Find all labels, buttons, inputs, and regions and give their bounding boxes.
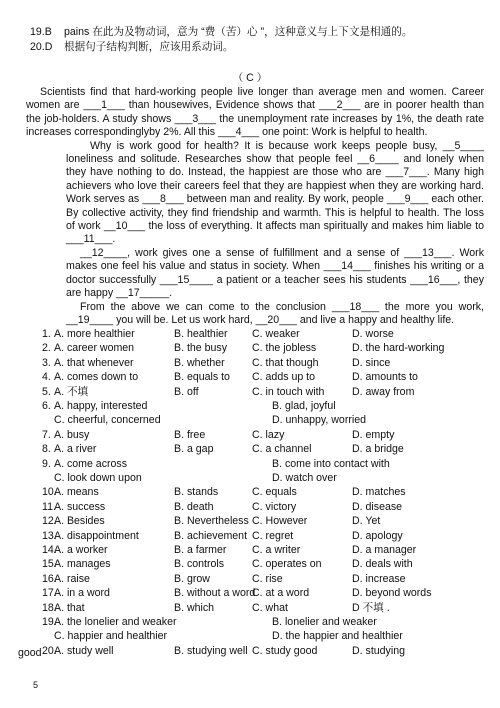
option-a: A. busy: [54, 428, 90, 441]
option-b: B. stands: [174, 486, 219, 499]
option-d: D. Yet: [352, 515, 381, 528]
option-row: [42, 530, 492, 543]
option-row: [42, 645, 492, 658]
passage-paragraph-3: __12____, work gives one a sense of fulfillment and a sense of ___13___. Work makes one feel his value and status in society. When ___14___ finishes his writing or a doctor successfully ___15____ a patient or a teacher sees his students ___16___, they are happy __17_____.: [66, 246, 484, 300]
option-c: C. that though: [252, 356, 319, 369]
question-number: 19.: [42, 616, 57, 628]
option-row: [42, 357, 492, 370]
option-row: [42, 501, 492, 514]
option-c: C. study good: [252, 644, 318, 657]
passage-paragraph-2: Why is work good for health? It is because work keeps people busy, __5____ loneliness and solitude. Researches show that people feel __6____ and lonely when they have nothing to do. Instead, the happiest are those who are ___7___. Many high achievers who love their careers feel that they are happiest when they are working hard. Work serves as ___8___ between man and reality. By work, people ___9___ each other. By collective activity, they find friendship and warmth. This is helpful to health. The loss of work __10___ the loss of everything. It affects man spiritually and makes him liable to ___11___.: [66, 139, 484, 246]
page-number: 5: [33, 680, 39, 690]
option-c: C. a writer: [252, 544, 301, 556]
option-20-wrap: good: [18, 647, 42, 659]
option-c: C. equals: [252, 486, 297, 499]
option-a: A. that: [54, 601, 85, 614]
question-number: 12.: [42, 515, 57, 528]
option-c: C. what: [252, 601, 288, 614]
option-c: B. come into contact with: [272, 457, 390, 470]
option-d: D. deals with: [352, 558, 413, 571]
question-number: 17.: [42, 587, 57, 600]
option-d: D. studying: [352, 644, 405, 657]
question-number: 16.: [42, 572, 57, 585]
option-c: B. lonelier and weaker: [272, 616, 377, 628]
option-row: [42, 472, 492, 485]
option-c: C. regret: [252, 529, 294, 542]
question-number: 13.: [42, 529, 57, 542]
option-d: D. increase: [352, 572, 406, 585]
option-c: C. at a word: [252, 587, 310, 600]
cloze-passage: [26, 86, 484, 327]
question-number: 3.: [42, 356, 51, 369]
answer-number: 19.B: [30, 26, 52, 38]
option-b: B. death: [174, 500, 214, 513]
option-b: B. studying well: [174, 644, 248, 657]
option-b: B. free: [174, 428, 206, 441]
option-row: [42, 558, 492, 571]
option-d: D. matches: [352, 486, 406, 499]
option-row: [42, 328, 492, 341]
option-c: D. watch over: [272, 472, 337, 484]
option-b: B. achievement: [174, 529, 248, 542]
question-number: 8.: [42, 443, 51, 456]
option-a: A. in a word: [54, 587, 110, 600]
option-d: D. apology: [352, 529, 403, 542]
option-row: [42, 515, 492, 528]
option-row: [42, 573, 492, 586]
option-row: [42, 544, 492, 557]
option-d: D. empty: [352, 428, 395, 441]
option-d: D. since: [352, 356, 391, 369]
option-d: D. amounts to: [352, 371, 418, 384]
answer-explanation-20: [30, 41, 490, 54]
option-a: A. career women: [54, 342, 135, 355]
option-c: C. in touch with: [252, 385, 325, 398]
option-row: [42, 458, 492, 471]
question-number: 11.: [42, 500, 56, 513]
option-a: A. raise: [54, 572, 90, 585]
option-a: C. look down upon: [54, 472, 142, 484]
option-a: A. 不填: [54, 385, 89, 398]
option-row: [42, 371, 492, 384]
question-number: 4.: [42, 371, 51, 384]
option-d: D. the hard-working: [352, 342, 445, 355]
option-c: C. rise: [252, 572, 283, 585]
option-a: A. means: [54, 486, 99, 499]
option-b: B. without a word: [174, 587, 256, 600]
option-b: B. which: [174, 601, 215, 614]
option-c: C. operates on: [252, 558, 322, 571]
option-a: C. cheerful, concerned: [54, 414, 161, 427]
option-a: A. more healthier: [54, 328, 135, 340]
option-a: A. study well: [54, 644, 114, 657]
answer-number: 20.D: [30, 41, 53, 53]
option-a: A. comes down to: [54, 371, 139, 384]
question-number: 14.: [42, 544, 57, 556]
option-a: A. come across: [54, 457, 128, 470]
option-row: [42, 386, 492, 399]
option-d: D. beyond words: [352, 587, 432, 600]
answer-explanation-19: [30, 26, 490, 39]
option-d: D 不填 .: [352, 601, 390, 614]
option-a: A. manages: [54, 558, 111, 571]
option-row: [42, 414, 492, 427]
option-c: C. the jobless: [252, 342, 317, 355]
question-number: 18.: [42, 601, 57, 614]
option-c: D. unhappy, worried: [272, 414, 367, 427]
question-number: 20.: [42, 644, 57, 657]
option-row: [42, 602, 492, 615]
option-row: [42, 400, 492, 413]
option-b: B. the busy: [174, 342, 227, 355]
option-row: [42, 616, 492, 629]
passage-paragraph-1: Scientists find that hard-working people live longer than average men and women. Career women are ___1___ than housewives, Evidence shows that ___2___ are in poorer health than the job-holders. A study shows ___3___ the unemployment rate increases by 1%, the death rate increases correspondinglyby 2%. All this ___4___ one point: Work is helpful to health.: [26, 86, 484, 139]
section-heading: （ C ）: [232, 72, 268, 84]
option-row: [42, 587, 492, 600]
option-d: D. a manager: [352, 544, 417, 556]
option-d: D. away from: [352, 385, 415, 398]
option-a: A. that whenever: [54, 356, 134, 369]
question-number: 1.: [42, 328, 51, 340]
option-a: A. the lonelier and weaker: [54, 616, 177, 628]
option-d: D. a bridge: [352, 443, 404, 456]
option-c: C. However: [252, 515, 308, 528]
option-b: B. off: [174, 385, 199, 398]
option-a: C. happier and healthier: [54, 630, 168, 643]
option-row: [42, 443, 492, 456]
option-b: B. equals to: [174, 371, 230, 384]
question-number: 2.: [42, 342, 51, 355]
option-b: B. a gap: [174, 443, 214, 456]
option-c: C. weaker: [252, 328, 300, 340]
option-b: B. whether: [174, 356, 225, 369]
option-row: [42, 342, 492, 355]
answer-text: pains 在此为及物动词，意为 “费（苦）心 ”，这种意义与上下文是相通的。: [64, 26, 413, 38]
option-b: B. Nevertheless: [174, 515, 249, 528]
option-b: B. healthier: [174, 328, 228, 340]
option-c: C. lazy: [252, 428, 285, 441]
question-number: 10.: [42, 486, 57, 499]
option-a: A. happy, interested: [54, 400, 148, 412]
option-c: B. glad, joyful: [272, 400, 336, 412]
option-c: C. victory: [252, 500, 297, 513]
question-number: 15.: [42, 558, 57, 571]
option-b: B. a farmer: [174, 544, 227, 556]
option-row: [42, 429, 492, 442]
option-b: B. grow: [174, 572, 210, 585]
option-b: B. controls: [174, 558, 225, 571]
question-number: 6.: [42, 400, 51, 412]
option-a: A. disappointment: [54, 529, 139, 542]
question-number: 9.: [42, 457, 51, 470]
option-d: D. disease: [352, 500, 403, 513]
question-number: 7.: [42, 428, 51, 441]
question-number: 5.: [42, 385, 51, 398]
option-a: A. a river: [54, 443, 97, 456]
option-a: A. success: [54, 500, 106, 513]
option-a: A. Besides: [54, 515, 105, 528]
option-c: C. a channel: [252, 443, 312, 456]
option-row: [42, 486, 492, 499]
option-c: C. adds up to: [252, 371, 316, 384]
option-d: D. worse: [352, 328, 394, 340]
passage-paragraph-4: From the above we can come to the conclusion ___18___ the more you work, __19____ you will be. Let us work hard, __20___ and live a happy and healthy life.: [66, 300, 484, 326]
option-a: A. a worker: [54, 544, 108, 556]
answer-text: 根据句子结构判断，应该用系动词。: [64, 41, 234, 53]
option-row: [42, 630, 492, 643]
option-c: D. the happier and healthier: [272, 630, 403, 643]
